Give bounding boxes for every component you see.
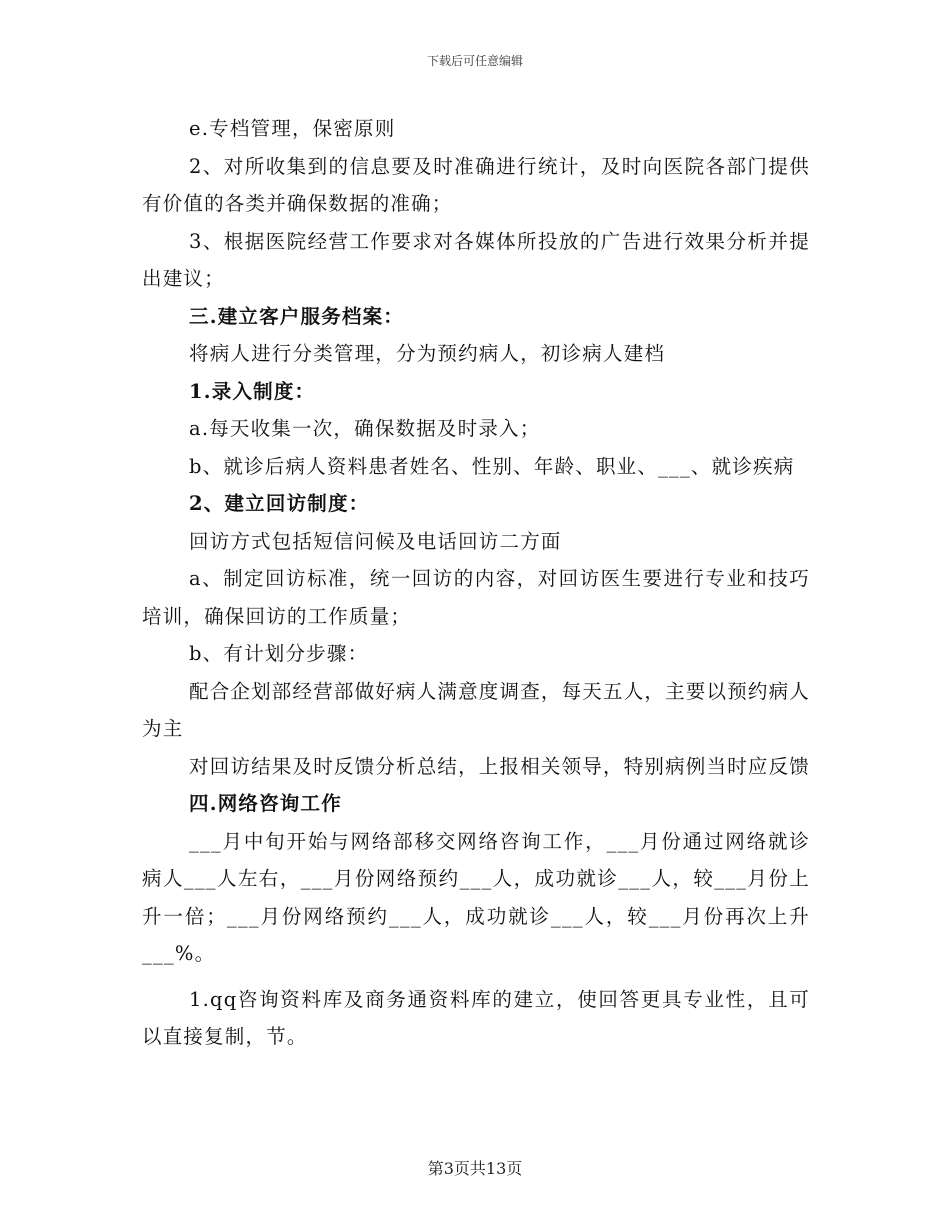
page-header: 下载后可任意编辑 — [426, 54, 523, 68]
paragraph-qq-database: 1.qq咨询资料库及商务通资料库的建立，使回答更具专业性，且可以直接复制，节。 — [142, 987, 810, 1048]
paragraph-statistics: 2、对所收集到的信息要及时准确进行统计，及时向医院各部门提供有价值的各类并确保数据的准确； — [142, 154, 810, 215]
subheading-follow-up-system: 2、建立回访制度： — [189, 492, 370, 515]
section-heading-customer-archive: 三.建立客户服务档案： — [189, 304, 404, 328]
paragraph-patient-data: b、就诊后病人资料患者姓名、性别、年龄、职业、___、就诊疾病 — [189, 454, 795, 478]
subheading-entry-system: 1.录入制度： — [189, 379, 316, 403]
paragraph-daily-collection: a.每天收集一次，确保数据及时录入； — [189, 417, 541, 440]
section-heading-online-consulting: 四.网络咨询工作 — [189, 792, 342, 815]
paragraph-planned-steps: b、有计划分步骤： — [189, 642, 369, 665]
paragraph-follow-up-methods: 回访方式包括短信问候及电话回访二方面 — [189, 529, 562, 553]
paragraph-online-consulting-stats: ___月中旬开始与网络部移交网络咨询工作，___月份通过网络就诊病人___人左右，___月份网络预约___人，成功就诊___人，较___月份上升一倍；___月份网络预约___人，成功就诊___人，较___月份再次上升___%。 — [142, 829, 810, 965]
paragraph-follow-up-standards: a、制定回访标准，统一回访的内容，对回访医生要进行专业和技巧培训，确保回访的工作质量； — [142, 567, 810, 628]
paragraph-archive-management: e.专档管理，保密原则 — [189, 117, 396, 140]
page-footer: 第3页共13页 — [427, 1159, 523, 1178]
paragraph-ad-analysis: 3、根据医院经营工作要求对各媒体所投放的广告进行效果分析并提出建议； — [142, 229, 810, 290]
paragraph-feedback: 对回访结果及时反馈分析总结，上报相关领导，特别病例当时应反馈 — [189, 754, 811, 778]
paragraph-satisfaction-survey: 配合企划部经营部做好病人满意度调查，每天五人，主要以预约病人为主 — [142, 679, 811, 740]
paragraph-patient-classification: 将病人进行分类管理，分为预约病人，初诊病人建档 — [189, 342, 666, 365]
document-body — [142, 110, 810, 1056]
